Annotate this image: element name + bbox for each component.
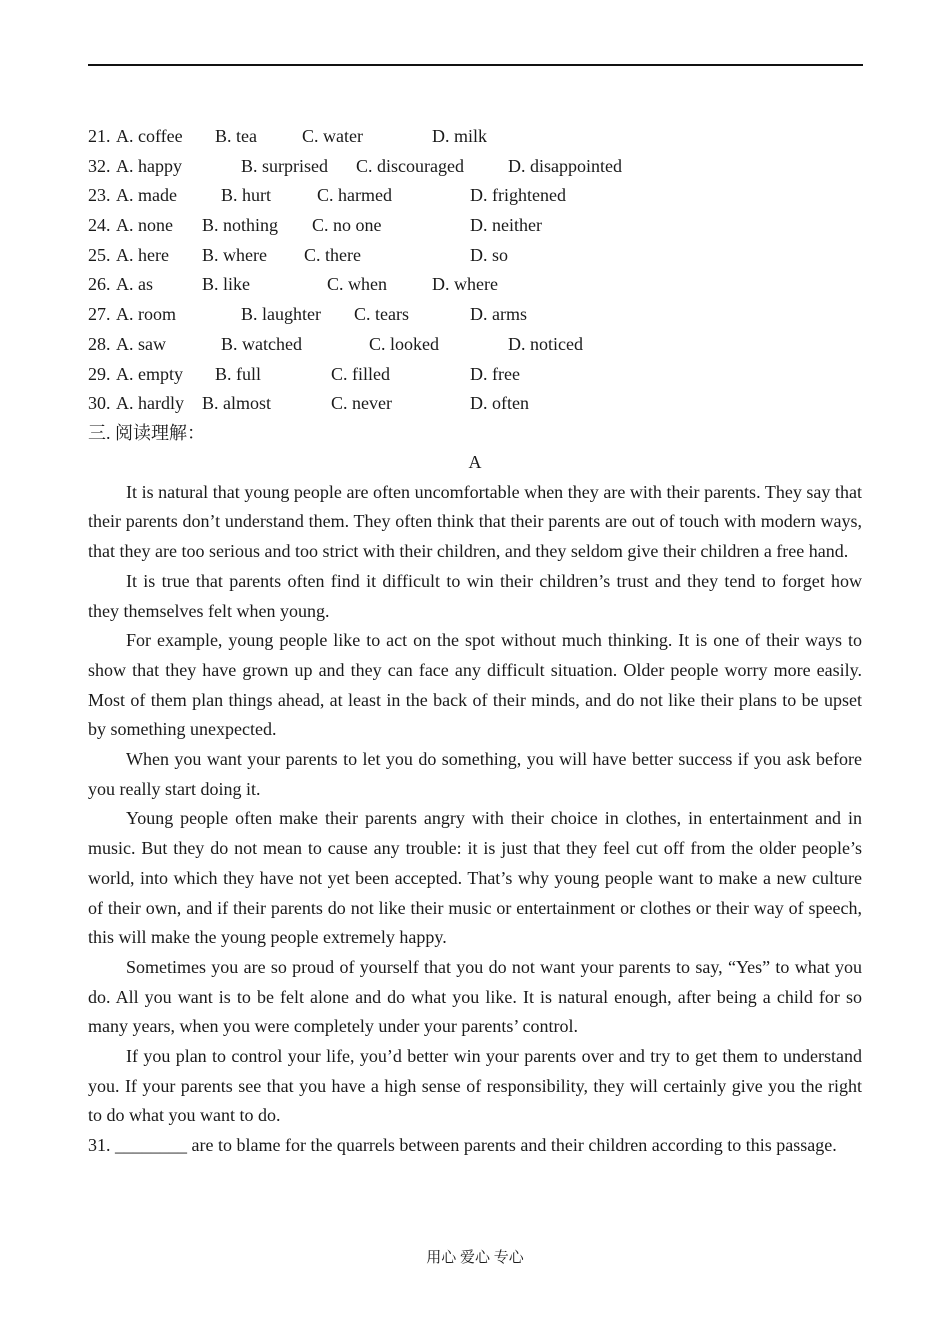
option-b: B. tea	[215, 126, 257, 146]
q-num: 28.	[88, 333, 111, 354]
option-d: D. arms	[470, 304, 527, 325]
paragraph: Sometimes you are so proud of yourself that you do not want your parents to say, “Yes” to what you do. All you want is to be felt alone and do what you like. It is natural enough, after being a child for so many years, when you were completely under your parents’ control.	[88, 956, 862, 1037]
q-num: 30.	[88, 393, 111, 414]
paragraph: Young people often make their parents angry with their choice in clothes, in entertainment and in music. But they do not mean to cause any trouble: it is just that they feel cut off from the older people’s world, into which they have not yet been accepted. That’s why young people want to make a new culture of their own, and if their parents do not like their music or entertainment or clothes or their way of speech, this will make the young people extremely happy.	[88, 808, 862, 948]
option-a: A. coffee	[116, 126, 183, 146]
header-rule	[88, 64, 863, 66]
cloze-options	[88, 122, 863, 449]
option-d: D. free	[470, 363, 520, 384]
paragraph: It is true that parents often find it difficult to win their children’s trust and they tend to forget how they themselves felt when young.	[88, 570, 862, 621]
option-a: A. hardly	[116, 393, 184, 414]
option-c: C. no one	[312, 215, 382, 236]
option-c: C. never	[331, 393, 392, 414]
q-num: 23.	[88, 185, 111, 206]
option-row	[88, 330, 863, 360]
option-row	[88, 300, 863, 330]
option-d: D. neither	[470, 215, 542, 236]
option-a: A. none	[116, 215, 173, 236]
option-c: C. filled	[331, 363, 390, 384]
paragraph: If you plan to control your life, you’d better win your parents over and try to get them to understand you. If your parents see that you have a high sense of responsibility, they will certainly give you the right to do what you want to do.	[88, 1046, 862, 1126]
option-c: C. there	[304, 244, 361, 265]
q-num: 24.	[88, 215, 111, 236]
q-num: 21.	[88, 126, 111, 146]
option-a: A. here	[116, 244, 169, 265]
option-b: B. nothing	[202, 215, 279, 236]
option-b: B. almost	[202, 393, 272, 414]
option-b: B. where	[202, 244, 267, 265]
option-row	[88, 181, 863, 211]
option-c: C. discouraged	[356, 155, 464, 176]
option-a: A. empty	[116, 363, 183, 384]
option-row	[88, 152, 863, 182]
option-a: A. happy	[116, 155, 182, 176]
option-row	[88, 211, 863, 241]
q-num: 26.	[88, 274, 111, 295]
option-d: D. noticed	[508, 333, 583, 354]
option-a: A. as	[116, 274, 153, 295]
option-c: C. water	[302, 126, 363, 146]
option-c: C. looked	[369, 333, 439, 354]
reading-passage	[88, 448, 862, 1161]
option-b: B. watched	[221, 333, 302, 354]
option-c: C. tears	[354, 304, 409, 325]
option-d: D. disappointed	[508, 155, 622, 176]
q-num: 27.	[88, 304, 111, 325]
option-b: B. like	[202, 274, 250, 295]
option-b: B. hurt	[221, 185, 272, 206]
paragraph: For example, young people like to act on the spot without much thinking. It is one of their ways to show that they have grown up and they can face any difficult situation. Older people worry more easily. Most of them plan things ahead, at least in the back of their minds, and do not like their plans to be upset by something unexpected.	[88, 630, 862, 740]
page-footer: 用心 爱心 专心	[426, 1250, 524, 1266]
option-d: D. often	[470, 393, 529, 414]
option-d: D. where	[432, 274, 498, 295]
option-row	[88, 270, 863, 300]
option-a: A. saw	[116, 333, 166, 354]
option-b: B. full	[215, 363, 262, 384]
section-heading: 三. 阅读理解：	[88, 422, 205, 443]
option-b: B. surprised	[241, 155, 328, 176]
q-num: 29.	[88, 363, 111, 384]
q-num: 25.	[88, 244, 111, 265]
passage-title: A	[468, 452, 482, 472]
option-row	[88, 389, 863, 419]
option-b: B. laughter	[241, 304, 321, 325]
option-d: D. so	[470, 244, 509, 265]
option-c: C. harmed	[317, 185, 392, 206]
option-a: A. made	[116, 185, 177, 206]
paragraph: It is natural that young people are often uncomfortable when they are with their parents. They say that their parents don’t understand them. They often think that their parents are out of touch with modern ways, that they are too serious and too strict with their children, and they seldom give their children a free hand.	[88, 481, 862, 562]
option-row	[88, 360, 863, 390]
q-num: 32.	[88, 155, 111, 176]
option-a: A. room	[116, 304, 176, 325]
question-31: 31. ________ are to blame for the quarrels between parents and their children according to this passage.	[88, 1135, 837, 1156]
option-c: C. when	[327, 274, 387, 295]
option-row	[88, 122, 863, 152]
paragraph: When you want your parents to let you do something, you will have better success if you ask before you really start doing it.	[88, 749, 862, 799]
option-d: D. milk	[432, 126, 488, 146]
option-d: D. frightened	[470, 185, 566, 206]
option-row	[88, 241, 863, 271]
